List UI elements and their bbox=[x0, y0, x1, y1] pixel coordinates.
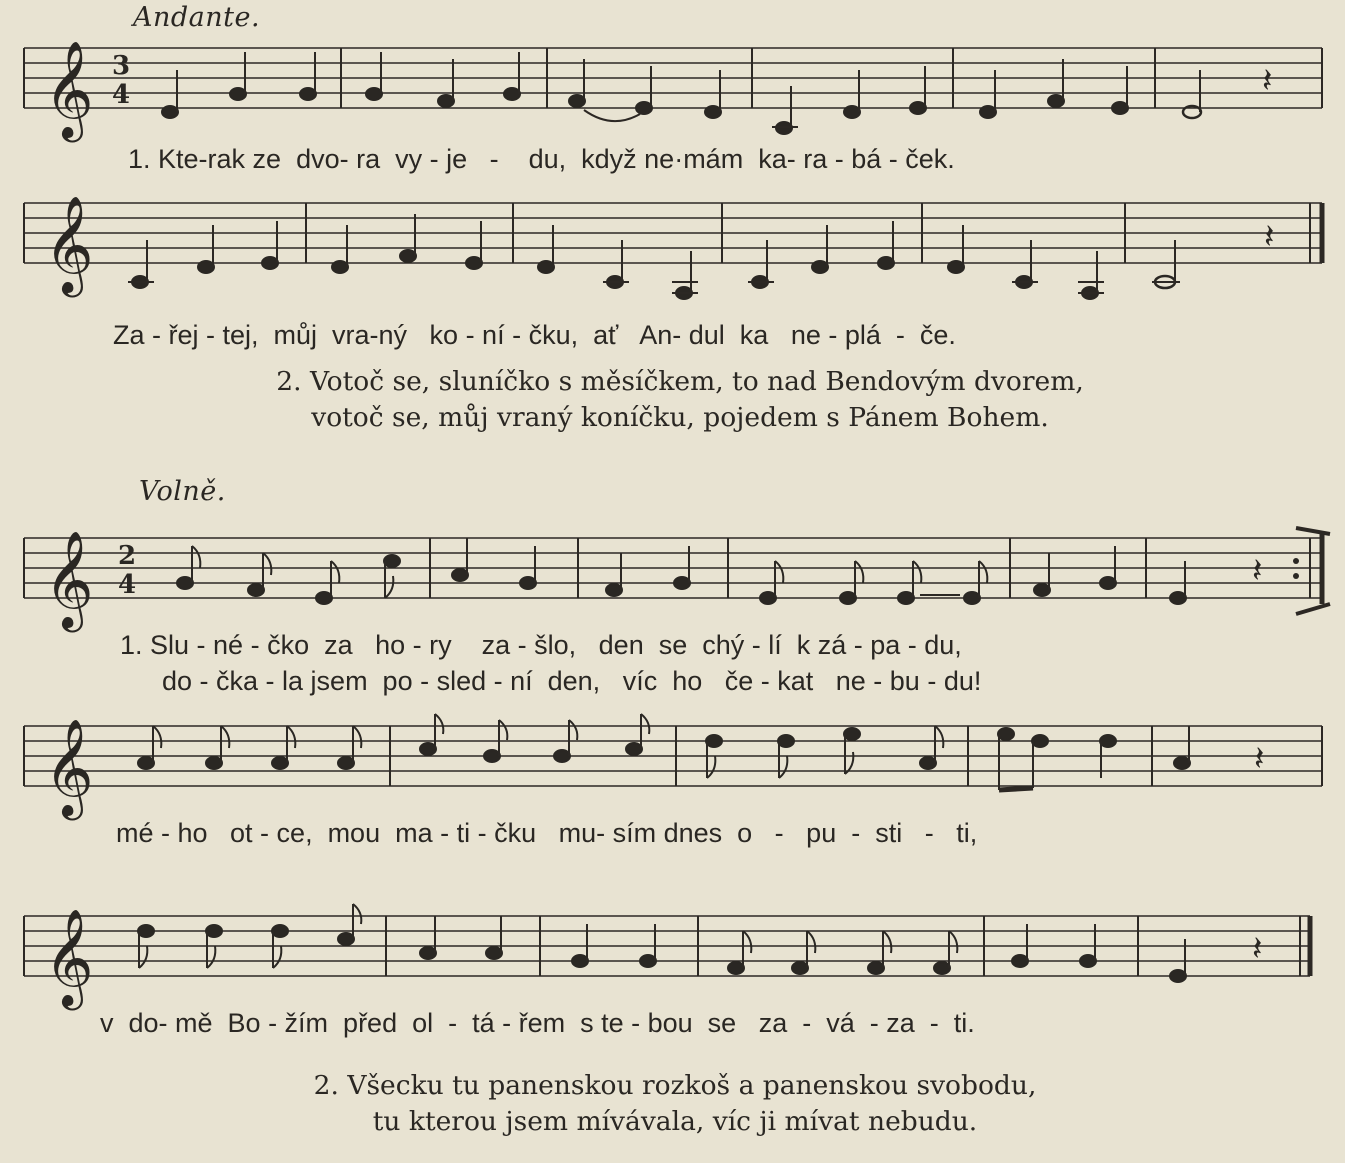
lyrics-line: 1. Kte-rak ze dvo- ra vy - je - du, když ne·mám ka- ra - bá - ček. bbox=[128, 144, 955, 174]
quarter-rest-icon: 𝄽 bbox=[1252, 929, 1263, 969]
tempo-marking: Volně. bbox=[139, 476, 226, 507]
lyrics-line: 1. Slu - né - čko za ho - ry za - šlo, den se chý - lí k zá - pa - du, bbox=[120, 630, 962, 660]
quarter-rest-icon: 𝄽 bbox=[1254, 739, 1265, 779]
lyrics-line: v do- mě Bo - žím před ol - tá - řem s te - bou se za - vá - za - ti. bbox=[100, 1008, 975, 1038]
treble-clef-icon: 𝄞 bbox=[44, 195, 94, 293]
treble-clef-icon: 𝄞 bbox=[44, 40, 94, 138]
music-staff bbox=[0, 898, 1345, 1008]
treble-clef-icon: 𝄞 bbox=[44, 718, 94, 816]
treble-clef-icon: 𝄞 bbox=[44, 530, 94, 628]
lyrics-line: Za - řej - tej, můj vra-ný ko - ní - čku, ať An- dul ka ne - plá - če. bbox=[113, 320, 956, 350]
verse-line: tu kterou jsem mívávala, víc ji mívat nebudu. bbox=[372, 1106, 978, 1137]
lyrics-line: do - čka - la jsem po - sled - ní den, víc ho če - kat ne - bu - du! bbox=[162, 666, 982, 696]
tempo-marking: Andante. bbox=[133, 2, 261, 33]
quarter-rest-icon: 𝄽 bbox=[1252, 551, 1263, 591]
verse-line: 2. Všecku tu panenskou rozkoš a panenskou svobodu, bbox=[313, 1070, 1037, 1101]
music-staff bbox=[0, 708, 1345, 818]
verse-line: votoč se, můj vraný koníčku, pojedem s Pánem Bohem. bbox=[311, 402, 1049, 433]
music-staff bbox=[0, 30, 1345, 150]
quarter-rest-icon: 𝄽 bbox=[1264, 217, 1275, 257]
time-signature: 2 bbox=[118, 541, 137, 571]
treble-clef-icon: 𝄞 bbox=[44, 908, 94, 1006]
time-signature: 3 bbox=[112, 51, 131, 81]
svg-text:4: 4 bbox=[112, 80, 131, 110]
quarter-rest-icon: 𝄽 bbox=[1262, 61, 1273, 101]
verse-line: 2. Votoč se, sluníčko s měsíčkem, to nad Bendovým dvorem, bbox=[276, 366, 1084, 397]
music-staff bbox=[0, 520, 1345, 630]
music-staff bbox=[0, 186, 1345, 306]
svg-text:4: 4 bbox=[118, 570, 137, 600]
lyrics-line: mé - ho ot - ce, mou ma - ti - čku mu- sím dnes o - pu - sti - ti, bbox=[116, 818, 978, 848]
